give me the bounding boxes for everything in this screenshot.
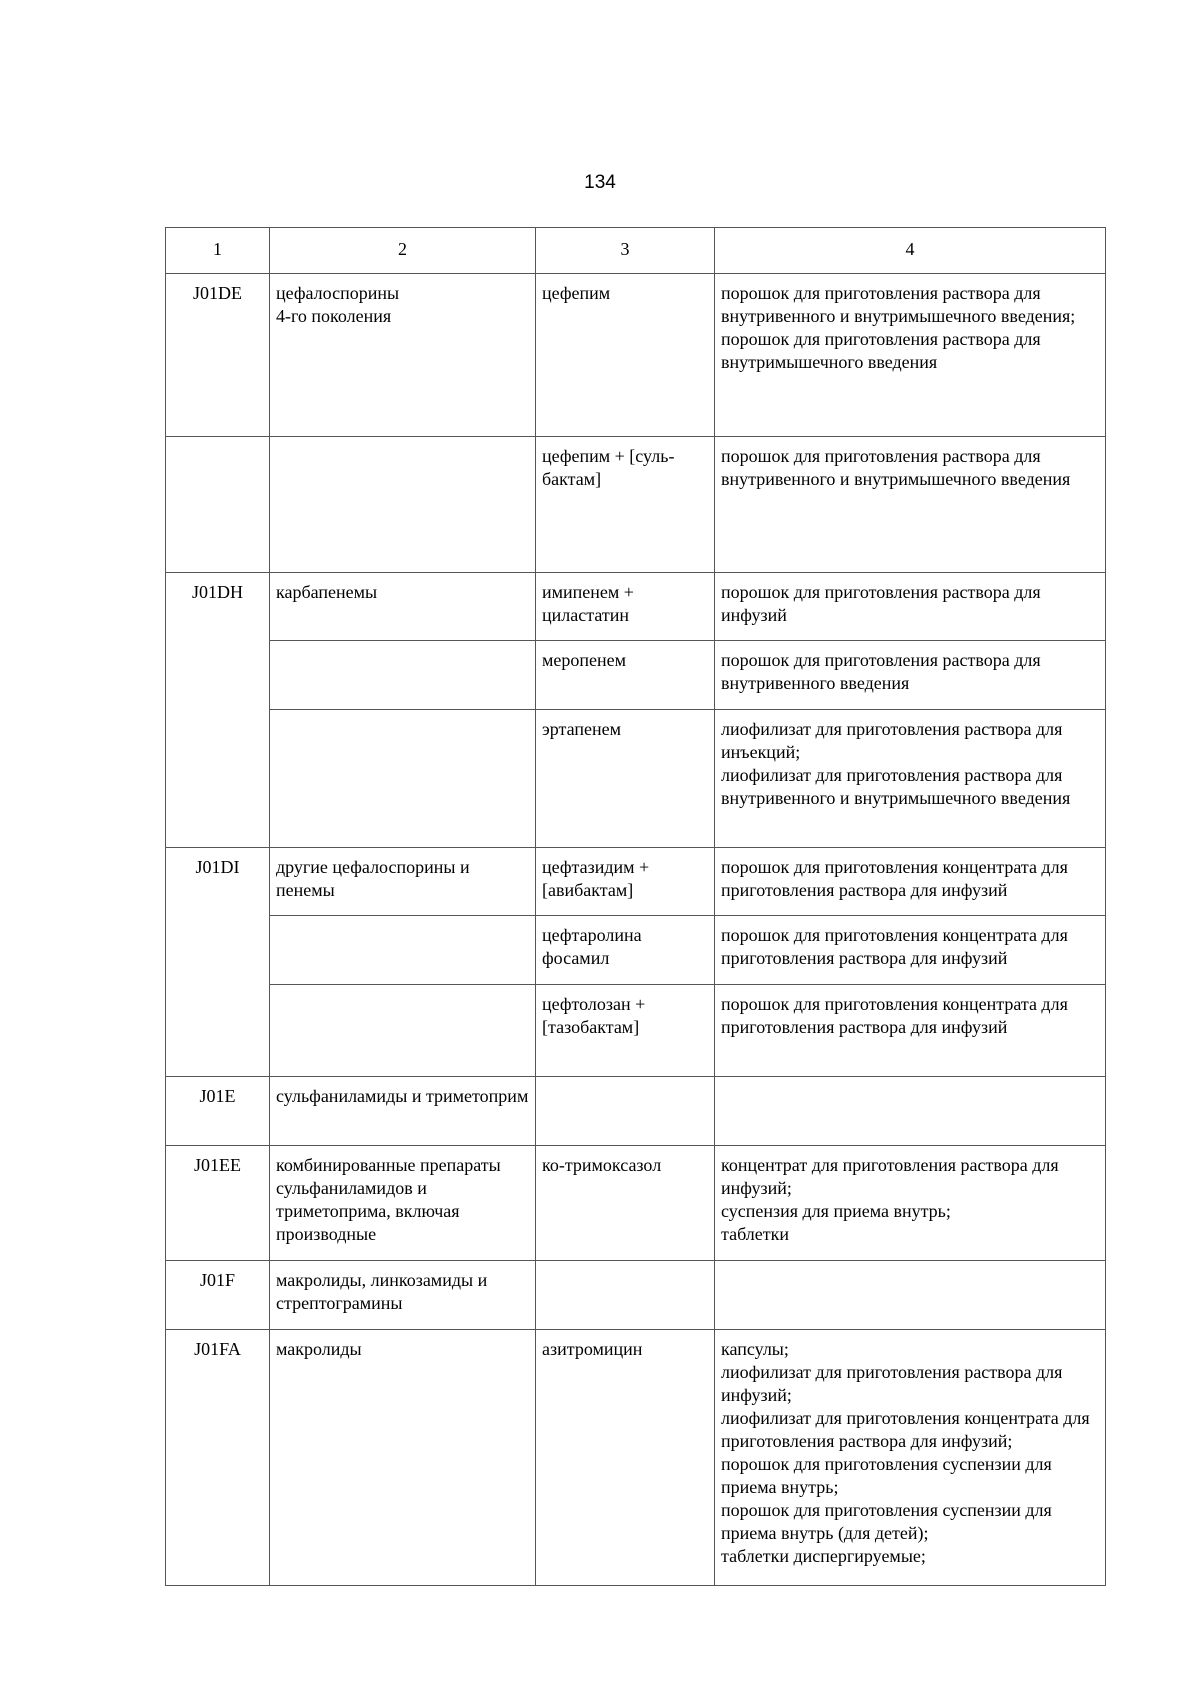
- drug-cell: меропенем: [536, 641, 715, 710]
- table-row: [166, 437, 1106, 573]
- drug-cell: цефтолозан + [тазобактам]: [536, 985, 715, 1077]
- drug-cell: имипенем + циластатин: [536, 573, 715, 641]
- dosage-form-cell: [715, 1077, 1106, 1146]
- table-row: [166, 274, 1106, 437]
- atc-code-cell: [166, 437, 270, 573]
- dosage-form-cell: лиофилизат для приготовления раствора для инъекций; лиофилизат для приготовления раствора для внутривенного и внутримышечного введения: [715, 710, 1106, 848]
- drug-cell: азитромицин: [536, 1330, 715, 1586]
- table-row: [166, 573, 1106, 641]
- page-number: 134: [584, 172, 616, 193]
- group-cell: [270, 985, 536, 1077]
- dosage-form-cell: порошок для приготовления концентрата для приготовления раствора для инфузий: [715, 985, 1106, 1077]
- group-cell: макролиды: [270, 1330, 536, 1586]
- atc-code-cell: J01F: [166, 1261, 270, 1330]
- header-row: [166, 228, 1106, 274]
- group-cell: сульфаниламиды и триметоприм: [270, 1077, 536, 1146]
- group-cell: макролиды, линкозамиды и стрептограмины: [270, 1261, 536, 1330]
- table-row: [166, 916, 1106, 985]
- header-col-1: 1: [166, 228, 270, 274]
- table-row: [166, 710, 1106, 848]
- group-cell: [270, 710, 536, 848]
- header-col-4: 4: [715, 228, 1106, 274]
- dosage-form-cell: [715, 1261, 1106, 1330]
- atc-code-cell: J01DE: [166, 274, 270, 437]
- dosage-form-cell: порошок для приготовления концентрата для приготовления раствора для инфузий: [715, 848, 1106, 916]
- atc-code-cell: J01E: [166, 1077, 270, 1146]
- group-cell: [270, 916, 536, 985]
- group-cell: комбинированные препараты сульфаниламидов и триметоприма, включая производные: [270, 1146, 536, 1261]
- table-row: [166, 985, 1106, 1077]
- header-col-2: 2: [270, 228, 536, 274]
- header-col-3: 3: [536, 228, 715, 274]
- group-cell: карбапенемы: [270, 573, 536, 641]
- group-cell: цефалоспорины 4-го поколения: [270, 274, 536, 437]
- table-row: [166, 1077, 1106, 1146]
- drug-cell: цефепим: [536, 274, 715, 437]
- dosage-form-cell: порошок для приготовления концентрата для приготовления раствора для инфузий: [715, 916, 1106, 985]
- dosage-form-cell: порошок для приготовления раствора для внутривенного введения: [715, 641, 1106, 710]
- group-cell: [270, 641, 536, 710]
- drug-cell: эртапенем: [536, 710, 715, 848]
- drug-cell: цефепим + [суль- бактам]: [536, 437, 715, 573]
- atc-code-cell: J01EE: [166, 1146, 270, 1261]
- drug-cell: [536, 1077, 715, 1146]
- drug-cell: ко-тримоксазол: [536, 1146, 715, 1261]
- drug-cell: цефтаролина фосамил: [536, 916, 715, 985]
- table-row: [166, 1330, 1106, 1586]
- atc-code-cell: J01DI: [166, 848, 270, 1077]
- drug-cell: цефтазидим + [авибактам]: [536, 848, 715, 916]
- atc-code-cell: J01FA: [166, 1330, 270, 1586]
- drug-table: [165, 227, 1106, 1586]
- atc-code-cell: J01DH: [166, 573, 270, 848]
- dosage-form-cell: порошок для приготовления раствора для инфузий: [715, 573, 1106, 641]
- dosage-form-cell: порошок для приготовления раствора для внутривенного и внутримышечного введения; порошок для приготовления раствора для внутримышечного введения: [715, 274, 1106, 437]
- table-row: [166, 1146, 1106, 1261]
- table-row: [166, 641, 1106, 710]
- dosage-form-cell: концентрат для приготовления раствора для инфузий; суспензия для приема внутрь; таблетки: [715, 1146, 1106, 1261]
- dosage-form-cell: капсулы; лиофилизат для приготовления раствора для инфузий; лиофилизат для приготовления концентрата для приготовления раствора для инфузий; порошок для приготовления суспензии для приема внутрь; порошок для приготовления суспензии для приема внутрь (для детей); таблетки диспергируемые;: [715, 1330, 1106, 1586]
- group-cell: другие цефалоспорины и пенемы: [270, 848, 536, 916]
- group-cell: [270, 437, 536, 573]
- table-row: [166, 1261, 1106, 1330]
- dosage-form-cell: порошок для приготовления раствора для внутривенного и внутримышечного введения: [715, 437, 1106, 573]
- drug-cell: [536, 1261, 715, 1330]
- table-row: [166, 848, 1106, 916]
